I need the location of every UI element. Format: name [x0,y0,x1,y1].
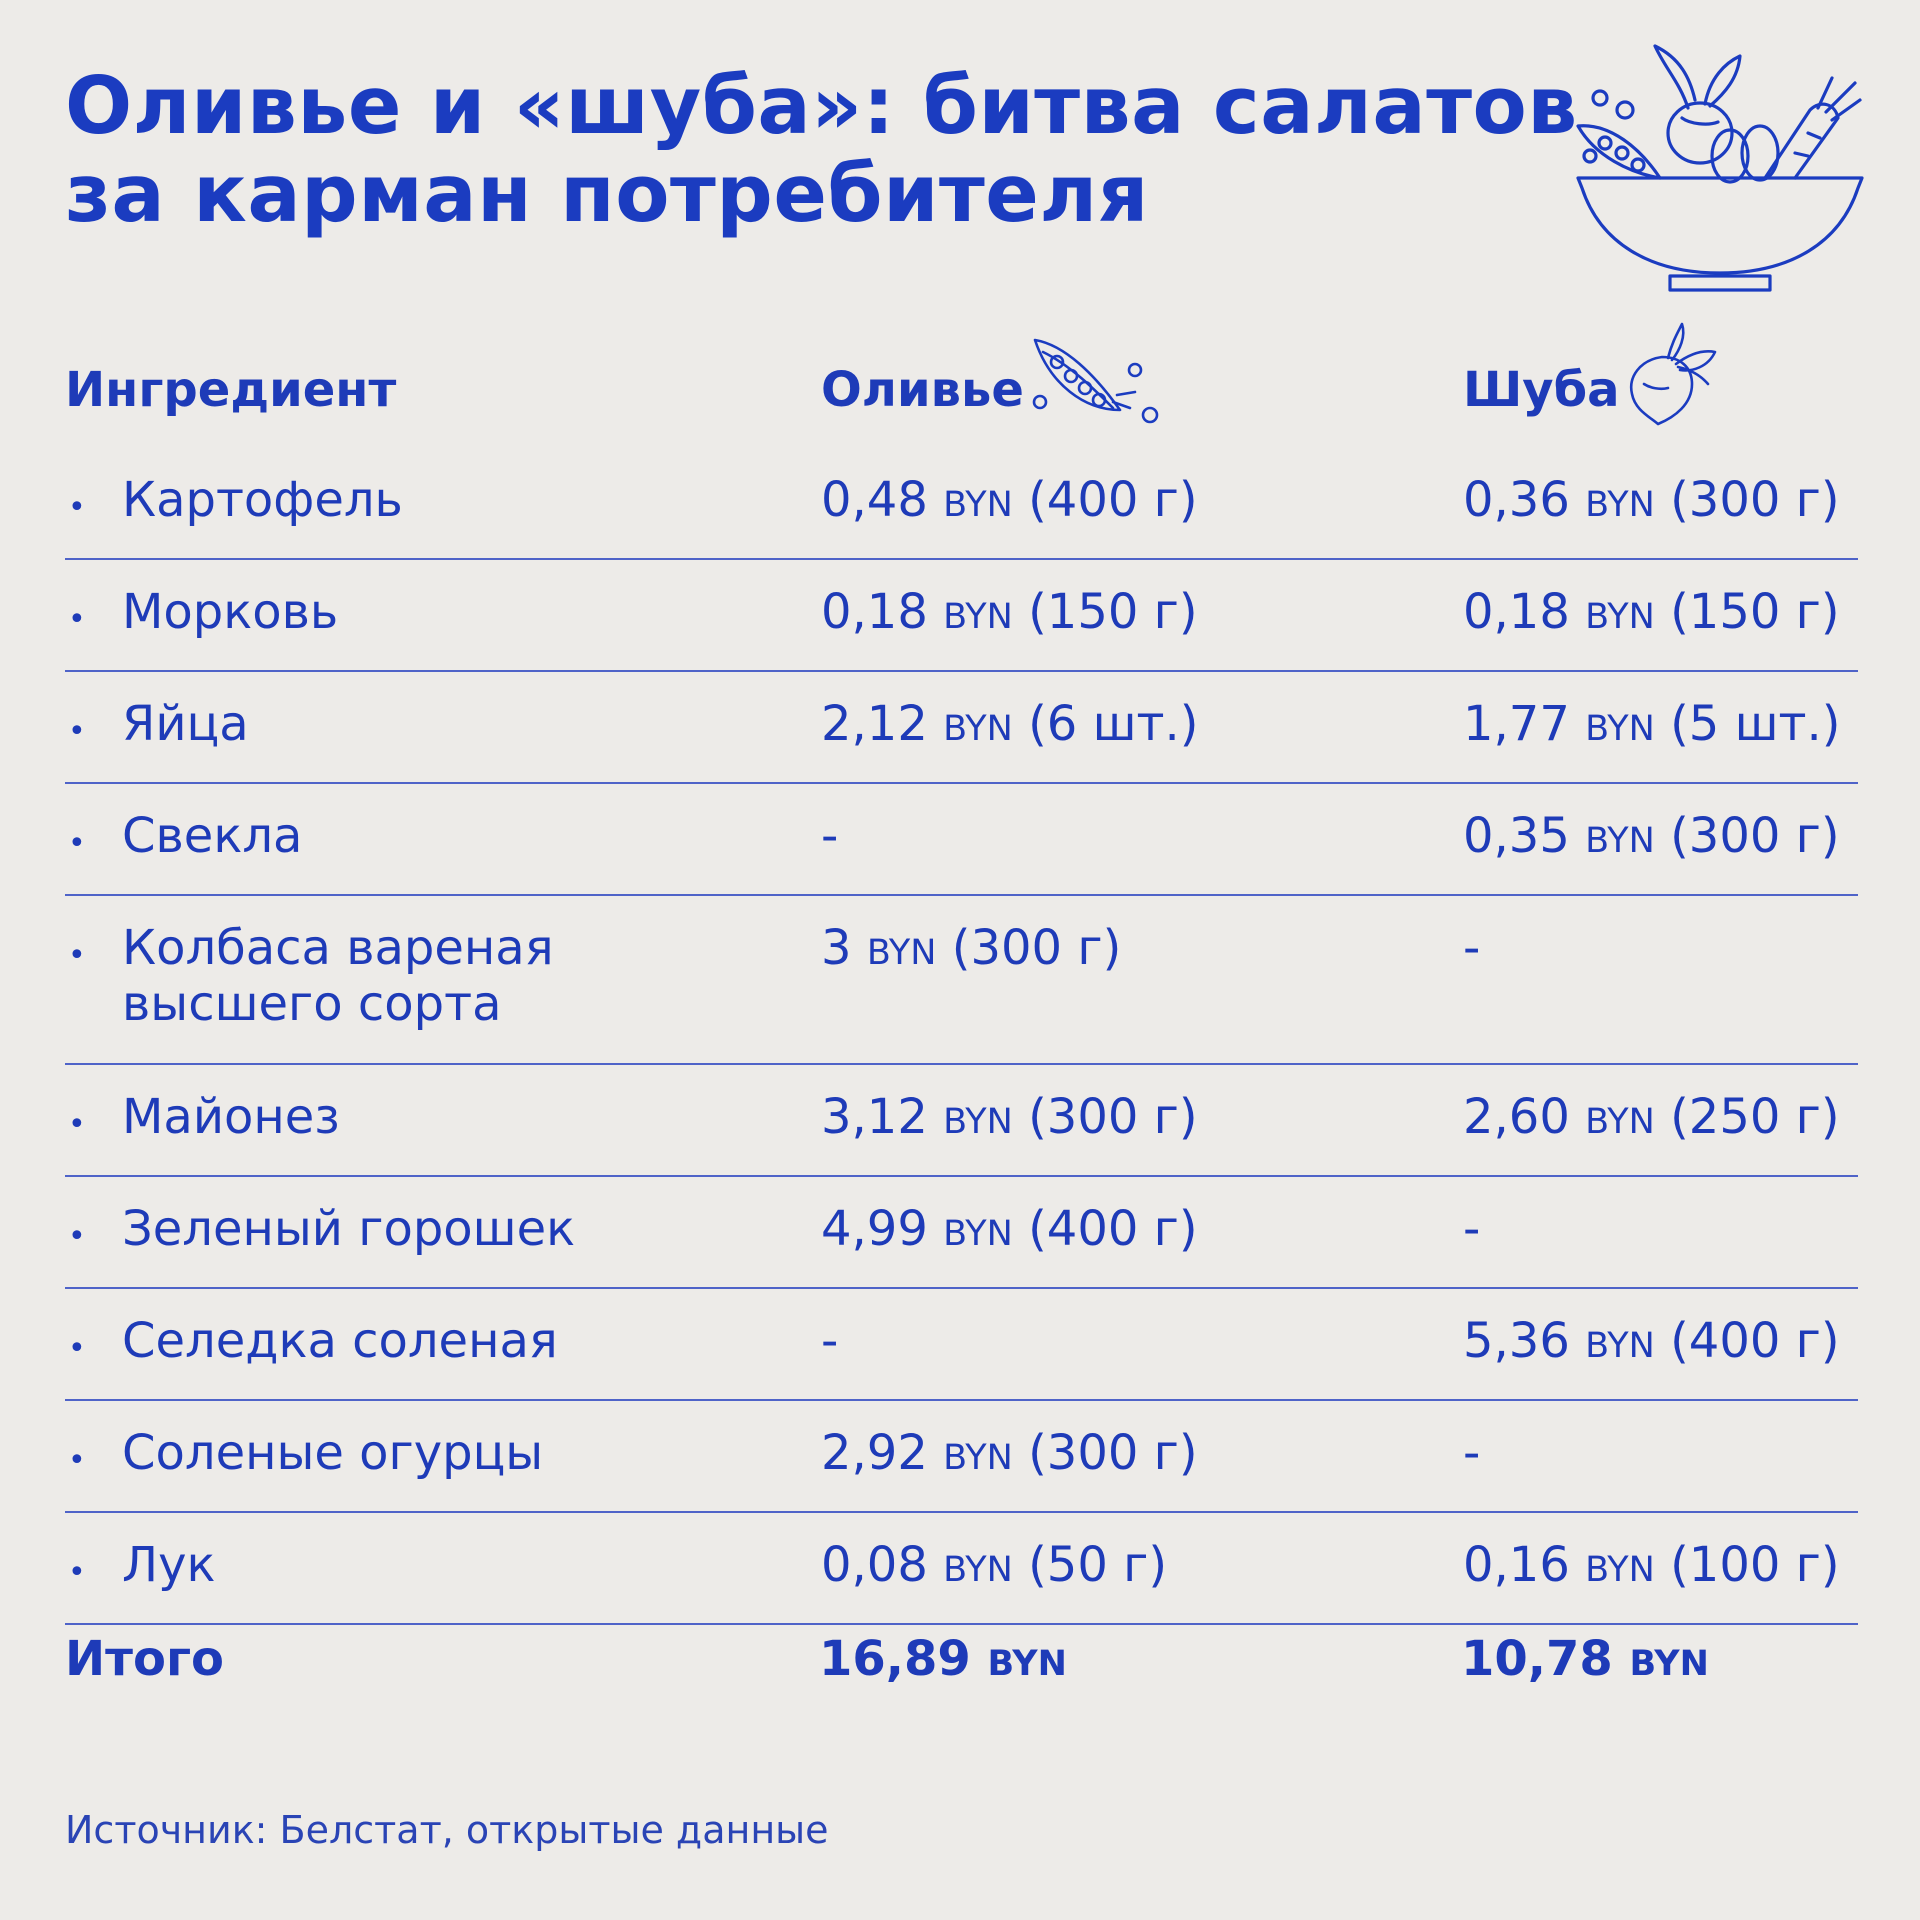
olivier-amount: 3 [821,920,852,976]
olivier-amount: 3,12 [821,1089,928,1145]
total-row [65,1625,1858,1695]
shuba-cell [1463,472,1840,533]
ingredient-name: Соленые огурцы [122,1425,544,1481]
page-title [65,62,1578,238]
table-row [65,896,1858,1065]
olivier-amount: 0,48 [821,472,928,528]
ingredient-name: Морковь [122,584,339,640]
olivier-quantity: (6 шт.) [1028,696,1199,752]
olivier-currency: BYN [943,1214,1013,1254]
ingredient-name: Яйца [122,696,249,752]
title-line-2: за карман потребителя [65,148,1149,240]
total-shuba-amount: 10,78 [1461,1631,1613,1687]
bullet: • [68,1219,86,1254]
olivier-cell [821,1201,1198,1262]
shuba-quantity: (400 г) [1670,1313,1840,1369]
table-header [65,350,1858,435]
shuba-currency: BYN [1585,597,1655,637]
olivier-quantity: (50 г) [1028,1537,1168,1593]
beetroot-icon [1620,322,1720,427]
bullet: • [68,714,86,749]
bullet: • [68,490,86,525]
olivier-amount: 2,12 [821,696,928,752]
title-line-1: Оливье и «шуба»: битва салатов [65,60,1578,152]
shuba-cell [1463,1201,1480,1257]
table-row [65,1065,1858,1177]
table-row [65,784,1858,896]
olivier-cell [821,696,1198,757]
olivier-quantity: (300 г) [1028,1089,1198,1145]
bullet: • [68,602,86,637]
shuba-currency: BYN [1585,709,1655,749]
shuba-quantity: (5 шт.) [1670,696,1841,752]
table-row [65,1401,1858,1513]
shuba-cell [1463,696,1840,757]
ingredient-name: Колбаса вареная высшего сорта [122,920,554,1032]
shuba-amount: 0,18 [1463,584,1570,640]
salad-bowl-icon [1570,38,1890,300]
header-olivier: Оливье [821,362,1024,418]
shuba-currency: BYN [1585,821,1655,861]
olivier-quantity: (400 г) [1028,472,1198,528]
shuba-currency: BYN [1585,1326,1655,1366]
olivier-cell [821,920,1121,981]
olivier-cell [821,1425,1198,1486]
bullet: • [68,938,86,973]
olivier-currency: BYN [943,597,1013,637]
total-shuba-currency: BYN [1629,1644,1709,1684]
shuba-quantity: (300 г) [1670,472,1840,528]
shuba-cell [1463,1313,1840,1374]
olivier-currency: BYN [866,933,937,973]
olivier-cell [821,584,1198,645]
olivier-currency: BYN [943,1102,1013,1142]
bullet: • [68,1107,86,1142]
pea-pod-icon [1025,330,1165,430]
ingredient-name: Зеленый горошек [122,1201,576,1257]
source-note: Источник: Белстат, открытые данные [65,1808,829,1852]
shuba-cell [1463,1425,1480,1481]
shuba-currency: BYN [1585,1102,1655,1142]
olivier-amount: 0,18 [821,584,928,640]
olivier-currency: BYN [943,1550,1013,1590]
olivier-quantity: (400 г) [1028,1201,1198,1257]
header-shuba: Шуба [1463,362,1620,418]
total-olivier-currency: BYN [987,1644,1067,1684]
bullet: • [68,1443,86,1478]
shuba-quantity: (250 г) [1670,1089,1840,1145]
olivier-dash: - [821,808,839,864]
shuba-amount: 5,36 [1463,1313,1570,1369]
header-ingredient: Ингредиент [65,362,397,418]
olivier-dash: - [821,1313,839,1369]
total-label: Итого [65,1631,225,1687]
shuba-amount: 1,77 [1463,696,1570,752]
shuba-cell [1463,808,1840,869]
shuba-quantity: (150 г) [1670,584,1840,640]
table-row [65,560,1858,672]
olivier-cell [821,1537,1167,1598]
shuba-quantity: (100 г) [1670,1537,1840,1593]
olivier-cell [821,808,838,864]
ingredients-table [65,448,1858,1625]
olivier-amount: 4,99 [821,1201,928,1257]
table-row [65,1289,1858,1401]
bullet: • [68,826,86,861]
table-row [65,1177,1858,1289]
olivier-currency: BYN [943,1438,1013,1478]
bullet: • [68,1331,86,1366]
olivier-cell [821,472,1198,533]
shuba-dash: - [1463,1425,1481,1481]
table-row [65,1513,1858,1625]
shuba-currency: BYN [1585,1550,1655,1590]
ingredient-name: Майонез [122,1089,340,1145]
olivier-currency: BYN [943,709,1013,749]
ingredient-name: Селедка соленая [122,1313,558,1369]
ingredient-name: Лук [122,1537,216,1593]
olivier-quantity: (150 г) [1028,584,1198,640]
total-olivier-amount: 16,89 [819,1631,971,1687]
shuba-currency: BYN [1585,485,1655,525]
ingredient-name: Картофель [122,472,403,528]
olivier-cell [821,1089,1198,1150]
ingredient-name: Свекла [122,808,303,864]
total-shuba [1461,1631,1709,1687]
olivier-amount: 0,08 [821,1537,928,1593]
shuba-amount: 0,36 [1463,472,1570,528]
total-olivier [819,1631,1067,1687]
shuba-amount: 2,60 [1463,1089,1570,1145]
shuba-cell [1463,584,1840,645]
shuba-quantity: (300 г) [1670,808,1840,864]
olivier-cell [821,1313,838,1369]
olivier-currency: BYN [943,485,1013,525]
shuba-cell [1463,920,1480,976]
table-row [65,448,1858,560]
olivier-quantity: (300 г) [951,920,1122,976]
table-row [65,672,1858,784]
shuba-amount: 0,16 [1463,1537,1570,1593]
shuba-amount: 0,35 [1463,808,1570,864]
shuba-dash: - [1463,1201,1481,1257]
shuba-dash: - [1463,920,1481,976]
bullet: • [68,1555,86,1590]
olivier-quantity: (300 г) [1028,1425,1198,1481]
shuba-cell [1463,1537,1840,1598]
olivier-amount: 2,92 [821,1425,928,1481]
shuba-cell [1463,1089,1840,1150]
